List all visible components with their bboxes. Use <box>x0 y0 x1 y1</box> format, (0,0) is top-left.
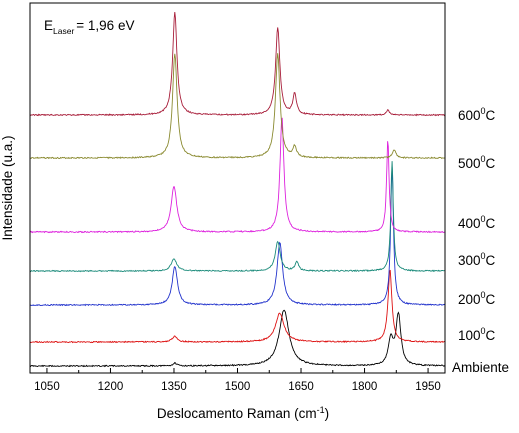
series-label-300c: $300^0C$ <box>458 251 496 268</box>
laser-energy-annotation: $E_{Laser} = 1,96$ eV <box>44 18 135 36</box>
spectra-group <box>30 12 445 366</box>
series-labels <box>452 106 509 375</box>
spectrum-line-400c <box>30 118 445 233</box>
spectrum-line-300c <box>30 161 445 271</box>
x-tick-label-1200: 1200 <box>97 381 124 393</box>
spectrum-line-100c <box>30 270 445 343</box>
y-axis-title: Intensidade (u.a.) <box>0 135 15 241</box>
x-axis-title: Deslocamento Raman $(cm^{-1})$ <box>156 405 330 421</box>
x-tick-label-1500: 1500 <box>224 381 251 393</box>
series-label-100c: $100^0C$ <box>458 326 496 343</box>
series-label-ambiente: Ambiente <box>452 360 510 375</box>
x-tick-label-1650: 1650 <box>288 381 314 393</box>
x-tick-label-1800: 1800 <box>351 381 378 393</box>
x-tick-label-1950: 1950 <box>415 381 441 393</box>
series-label-600c: $600^0C$ <box>458 106 496 123</box>
x-tick-label-1350: 1350 <box>161 381 187 393</box>
series-label-400c: $400^0C$ <box>458 214 496 231</box>
spectrum-line-ambiente <box>30 310 445 366</box>
spectrum-line-200c <box>30 167 445 306</box>
plot-frame <box>30 3 445 373</box>
series-label-200c: $200^0C$ <box>458 290 496 307</box>
spectrum-line-500c <box>30 53 445 158</box>
series-label-500c: $500^0C$ <box>458 154 496 171</box>
x-tick-label-1050: 1050 <box>34 381 60 393</box>
x-axis-ticks <box>34 368 441 393</box>
